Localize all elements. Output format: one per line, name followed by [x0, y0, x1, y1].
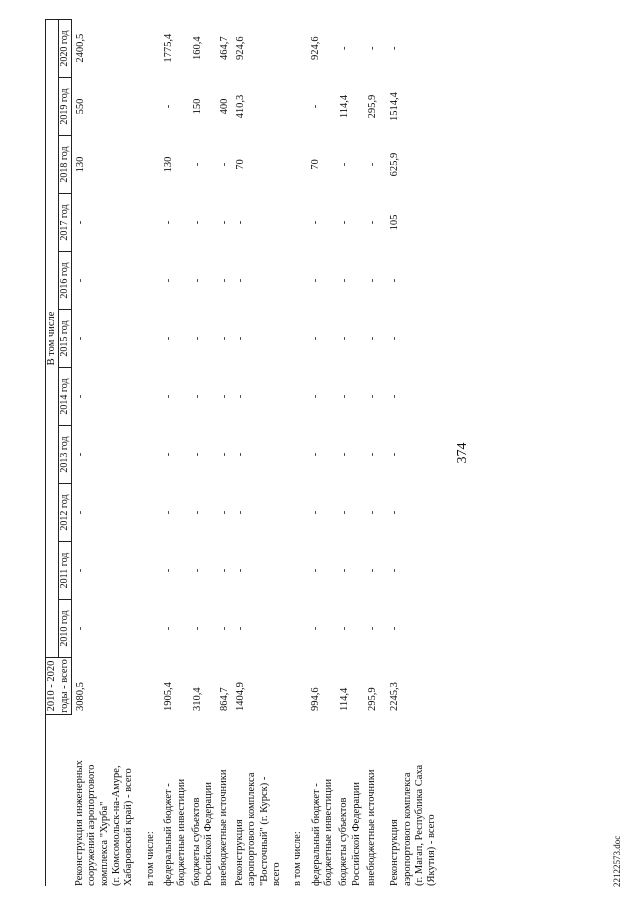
row-total-value: 2245,3	[389, 682, 401, 711]
row-name	[137, 715, 189, 887]
row-name	[379, 715, 440, 887]
year-header: 2012 год	[59, 484, 72, 542]
year-value	[284, 310, 336, 368]
year-value-text: 625,9	[389, 152, 401, 177]
year-value	[72, 368, 137, 426]
table-row	[189, 19, 216, 886]
row-name-line: федеральный бюджет -	[310, 783, 322, 886]
year-value	[364, 78, 380, 136]
year-value-text: 70	[234, 159, 246, 170]
year-value-text: 550	[75, 98, 87, 115]
table-row	[284, 19, 336, 886]
year-value	[284, 136, 336, 194]
year-value	[364, 484, 380, 542]
year-value-text: -	[75, 452, 87, 457]
year-value-text: -	[366, 568, 378, 573]
year-value	[232, 136, 284, 194]
year-value-text: 130	[75, 156, 87, 173]
year-value	[379, 368, 440, 426]
year-value	[232, 252, 284, 310]
year-value-text: -	[75, 510, 87, 515]
year-value	[137, 368, 189, 426]
table-body	[72, 19, 440, 886]
year-value	[232, 426, 284, 484]
row-name	[72, 715, 137, 887]
year-value-text: 295,9	[366, 94, 378, 119]
year-value	[379, 194, 440, 252]
year-value-text: -	[162, 278, 174, 283]
year-value-text: -	[310, 394, 322, 399]
year-value	[364, 310, 380, 368]
year-value-text: 114,4	[339, 94, 351, 119]
year-value	[336, 310, 363, 368]
year-value	[364, 426, 380, 484]
row-total	[284, 658, 336, 715]
year-value	[336, 368, 363, 426]
year-value	[364, 368, 380, 426]
year-value	[232, 600, 284, 658]
year-value-text: -	[75, 568, 87, 573]
row-total	[189, 658, 216, 715]
year-value-text: -	[366, 278, 378, 283]
year-value-text: -	[310, 336, 322, 341]
year-value-text: -	[162, 220, 174, 225]
year-value	[232, 194, 284, 252]
total-range-header	[46, 658, 59, 715]
year-value	[336, 542, 363, 600]
row-name-line: бюджетные инвестиции	[323, 778, 335, 886]
year-value	[216, 78, 232, 136]
year-value	[216, 310, 232, 368]
year-value-text: 105	[389, 214, 401, 231]
year-value-text: -	[219, 336, 231, 341]
year-header: 2018 год	[59, 136, 72, 194]
year-value-text: -	[389, 452, 401, 457]
year-value-text: -	[310, 278, 322, 283]
year-value-text: -	[366, 394, 378, 399]
year-value-text: -	[339, 626, 351, 631]
year-value	[232, 310, 284, 368]
year-value	[137, 19, 189, 77]
year-value-text: -	[339, 46, 351, 50]
year-value	[379, 600, 440, 658]
year-value-text: -	[366, 626, 378, 631]
year-value-text: 1514,4	[389, 92, 401, 121]
year-value-text: 464,7	[219, 36, 231, 61]
row-total	[137, 658, 189, 715]
year-value	[137, 310, 189, 368]
year-value	[336, 194, 363, 252]
year-value-text: -	[219, 452, 231, 457]
year-value-text: -	[75, 626, 87, 631]
year-value-text: -	[219, 510, 231, 515]
year-value	[72, 484, 137, 542]
year-value	[189, 78, 216, 136]
year-value-text: -	[310, 626, 322, 631]
year-value	[232, 368, 284, 426]
year-value-text: -	[339, 336, 351, 341]
group-header	[46, 19, 59, 657]
year-value-text: -	[162, 568, 174, 573]
year-header: 2016 год	[59, 252, 72, 310]
row-total	[216, 658, 232, 715]
row-name-line: бюджеты субъектов	[338, 797, 350, 886]
year-value-text: 2400,5	[75, 33, 87, 63]
table-row	[216, 19, 232, 886]
table-row	[364, 19, 380, 886]
year-value	[364, 19, 380, 77]
year-value	[72, 310, 137, 368]
table-row	[137, 19, 189, 886]
document-code	[612, 836, 622, 887]
year-value-text: -	[219, 162, 231, 167]
row-subheading: в том числе:	[292, 831, 304, 886]
year-value	[137, 252, 189, 310]
year-value-text: -	[191, 278, 203, 283]
year-value	[232, 484, 284, 542]
year-value	[379, 19, 440, 77]
year-header: 2011 год	[59, 542, 72, 600]
row-name	[216, 715, 232, 887]
row-name-line: федеральный бюджет -	[163, 783, 175, 886]
row-total-value: 994,6	[310, 687, 322, 711]
row-name	[232, 715, 284, 887]
row-total-value: 295,9	[366, 687, 378, 711]
year-value-text: -	[339, 278, 351, 283]
document-code-text: 22122573.doc	[612, 835, 622, 887]
year-value-text: -	[339, 394, 351, 399]
year-value	[284, 542, 336, 600]
year-value-text: -	[366, 46, 378, 50]
year-value	[336, 78, 363, 136]
year-value	[379, 484, 440, 542]
year-value-text: 1775,4	[162, 33, 174, 63]
year-value-text: -	[219, 220, 231, 225]
year-value-text: -	[234, 568, 246, 573]
year-value	[189, 426, 216, 484]
year-value	[72, 19, 137, 77]
year-value-text: -	[234, 452, 246, 457]
year-value	[364, 194, 380, 252]
year-value-text: -	[234, 220, 246, 225]
row-name-line: бюджетные инвестиции	[175, 778, 187, 886]
year-header: 2020 год	[59, 19, 72, 77]
table-row	[336, 19, 363, 886]
row-name-line: аэропортового комплекса	[401, 772, 413, 886]
year-value-text: -	[310, 104, 322, 109]
year-value	[216, 252, 232, 310]
table-row	[379, 19, 440, 886]
year-value-text: 130	[162, 156, 174, 173]
year-value	[216, 194, 232, 252]
year-value-text: -	[339, 220, 351, 225]
year-value-text: -	[191, 568, 203, 573]
year-header: 2019 год	[59, 78, 72, 136]
row-total	[379, 658, 440, 715]
year-value	[189, 252, 216, 310]
row-name-line: (г. Комсомольск-на-Амуре,	[110, 765, 122, 886]
year-value	[336, 252, 363, 310]
year-value	[216, 19, 232, 77]
row-name-line: всего	[270, 862, 282, 886]
row-subheading: в том числе:	[144, 831, 156, 886]
year-value	[72, 426, 137, 484]
year-value	[137, 426, 189, 484]
year-value	[284, 252, 336, 310]
row-total	[364, 658, 380, 715]
year-value-text: -	[219, 394, 231, 399]
year-value-text: 70	[310, 159, 322, 170]
year-value	[379, 136, 440, 194]
year-value-text: -	[162, 104, 174, 109]
year-value	[232, 19, 284, 77]
year-value-text: -	[234, 510, 246, 515]
investment-table	[45, 19, 440, 887]
year-value-text: 924,6	[310, 36, 322, 61]
year-value-text: -	[366, 162, 378, 167]
year-value-text: -	[366, 336, 378, 341]
year-value	[379, 78, 440, 136]
page-number	[455, 435, 471, 471]
year-value	[189, 484, 216, 542]
year-value-text: -	[75, 278, 87, 283]
year-value-text: -	[339, 452, 351, 457]
year-value-text: -	[219, 278, 231, 283]
year-value-text: -	[366, 220, 378, 225]
row-name-line: внебюджетные источники	[218, 769, 230, 886]
year-value-text: -	[162, 336, 174, 341]
year-value-text: -	[310, 510, 322, 515]
year-value	[216, 426, 232, 484]
year-value-text: -	[234, 278, 246, 283]
year-value	[232, 78, 284, 136]
year-value	[137, 194, 189, 252]
year-value	[336, 600, 363, 658]
year-value	[189, 310, 216, 368]
year-value-text: -	[234, 336, 246, 341]
row-name	[284, 715, 336, 887]
row-name-line: аэропортового комплекса	[246, 772, 258, 886]
year-value	[364, 542, 380, 600]
total-range-text: 2010 - 2020	[46, 660, 58, 712]
row-name-line: Российской Федерации	[350, 782, 362, 886]
year-value-text: -	[339, 162, 351, 167]
year-value-text: -	[310, 220, 322, 225]
year-value	[137, 600, 189, 658]
year-value	[189, 194, 216, 252]
year-value	[364, 136, 380, 194]
table-header-row-1	[46, 19, 59, 886]
row-total-value: 1404,9	[234, 682, 246, 711]
year-value	[189, 542, 216, 600]
year-value-text: 410,3	[234, 94, 246, 119]
row-name	[336, 715, 363, 887]
year-value-text: -	[191, 162, 203, 167]
row-name-line: Реконструкция инженерных	[73, 760, 85, 886]
year-value-text: 160,4	[191, 36, 203, 61]
year-value-text: 924,6	[234, 36, 246, 61]
year-value	[284, 194, 336, 252]
year-header: 2010 год	[59, 600, 72, 658]
row-name-line: Реконструкция	[233, 819, 245, 886]
year-value	[232, 542, 284, 600]
year-value-text: -	[191, 394, 203, 399]
year-value-text: -	[75, 336, 87, 341]
year-value	[189, 136, 216, 194]
year-value-text: -	[310, 452, 322, 457]
year-value	[284, 426, 336, 484]
year-value-text: -	[389, 336, 401, 341]
row-total-value: 1905,4	[162, 682, 174, 711]
row-name-line: Российской Федерации	[203, 782, 215, 886]
year-value	[189, 368, 216, 426]
table-row	[72, 19, 137, 886]
row-name-line: внебюджетные источники	[365, 769, 377, 886]
year-value	[216, 136, 232, 194]
name-column-header	[46, 715, 72, 887]
year-value-text: 400	[219, 98, 231, 115]
page-number-text: 374	[455, 442, 470, 464]
table-row	[232, 19, 284, 886]
total-label-text: годы - всего	[58, 659, 70, 713]
group-header-text: В том числе	[46, 311, 57, 366]
year-value	[72, 600, 137, 658]
row-name-line: (Якутия) - всего	[426, 814, 438, 886]
row-total-value: 310,4	[191, 687, 203, 711]
row-name-line: (г. Магап, Республика Саха	[414, 764, 426, 886]
year-value-text: -	[366, 510, 378, 515]
row-total-value: 114,4	[339, 687, 351, 711]
year-value	[364, 252, 380, 310]
year-value-text: -	[75, 394, 87, 399]
year-value	[189, 600, 216, 658]
year-value	[284, 19, 336, 77]
year-value	[72, 136, 137, 194]
year-value-text: -	[75, 220, 87, 225]
year-header: 2015 год	[59, 310, 72, 368]
year-value-text: -	[191, 510, 203, 515]
year-value-text: -	[162, 626, 174, 631]
year-value	[137, 136, 189, 194]
year-value-text: -	[191, 336, 203, 341]
row-total-value: 3080,5	[75, 682, 87, 711]
year-value	[284, 368, 336, 426]
year-value	[379, 310, 440, 368]
year-value	[364, 600, 380, 658]
year-value	[137, 78, 189, 136]
year-value-text: -	[219, 568, 231, 573]
year-value-text: -	[389, 626, 401, 631]
year-value	[216, 600, 232, 658]
year-value	[216, 484, 232, 542]
row-name-line: Реконструкция	[389, 819, 401, 886]
year-value	[189, 19, 216, 77]
row-total	[336, 658, 363, 715]
row-name-line: "Восточный" (г. Курск) -	[258, 776, 270, 886]
year-value	[336, 19, 363, 77]
year-value-text: -	[234, 626, 246, 631]
year-header: 2014 год	[59, 368, 72, 426]
year-value	[72, 194, 137, 252]
year-header: 2017 год	[59, 194, 72, 252]
row-name-line: сооружений аэропортового	[86, 764, 98, 886]
year-value	[137, 484, 189, 542]
row-name	[189, 715, 216, 887]
year-value	[284, 600, 336, 658]
year-value	[379, 542, 440, 600]
year-value	[336, 426, 363, 484]
year-value-text: -	[339, 510, 351, 515]
year-value	[216, 368, 232, 426]
year-value-text: -	[234, 394, 246, 399]
year-value-text: -	[389, 278, 401, 283]
total-label-header	[59, 658, 72, 715]
row-name-line: Хабаровский край) - всего	[123, 768, 135, 886]
year-value	[216, 542, 232, 600]
year-value-text: -	[339, 568, 351, 573]
year-value-text: -	[389, 568, 401, 573]
year-value-text: -	[191, 626, 203, 631]
year-value-text: -	[162, 510, 174, 515]
year-value-text: -	[191, 220, 203, 225]
year-value-text: -	[219, 626, 231, 631]
row-name	[364, 715, 380, 887]
year-value	[336, 136, 363, 194]
year-value	[137, 542, 189, 600]
year-value-text: 150	[191, 98, 203, 115]
year-value	[72, 252, 137, 310]
row-total	[72, 658, 137, 715]
year-value-text: -	[162, 394, 174, 399]
year-value-text: -	[389, 394, 401, 399]
year-value-text: -	[162, 452, 174, 457]
year-value	[379, 426, 440, 484]
row-total-value: 864,7	[219, 687, 231, 711]
year-value	[72, 542, 137, 600]
year-header: 2013 год	[59, 426, 72, 484]
year-value-text: -	[310, 568, 322, 573]
year-value	[336, 484, 363, 542]
year-value	[379, 252, 440, 310]
row-total	[232, 658, 284, 715]
year-value-text: -	[389, 46, 401, 50]
year-value	[72, 78, 137, 136]
year-value	[284, 78, 336, 136]
year-value	[284, 484, 336, 542]
row-name-line: комплекса "Хурба"	[98, 801, 110, 886]
row-name-line: бюджеты субъектов	[190, 797, 202, 886]
year-value-text: -	[191, 452, 203, 457]
year-value-text: -	[389, 510, 401, 515]
year-value-text: -	[366, 452, 378, 457]
